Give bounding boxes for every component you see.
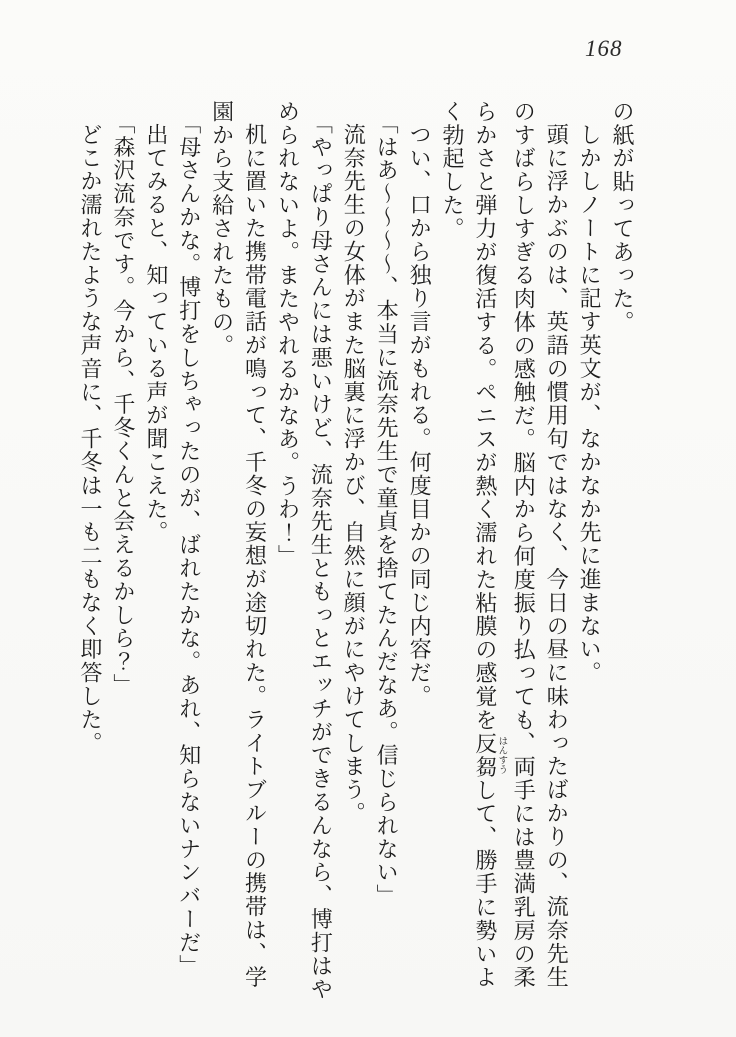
- ruby-base: 反芻: [472, 731, 498, 779]
- text-segment: らかさと弾力が復活する。ペニスが熱く濡れた粘膜の感覚を: [472, 100, 498, 732]
- dialogue-line: 「はあ～～～～、本当に流奈先生で童貞を捨てたんだなあ。信じられない」: [374, 112, 400, 908]
- text-line: 流奈先生の女体がまた脳裏に浮かび、自然に顔がにやけてしまう。: [341, 123, 367, 826]
- text-line: く勃起した。: [439, 100, 465, 241]
- text-line: 出てみると、知っている声が聞こえた。: [143, 123, 169, 545]
- text-line: のすばらしすぎる肉体の感触だ。脳内から何度振り払っても、両手には豊満乳房の柔: [511, 100, 537, 990]
- dialogue-line: 「母さんかな。博打をしちゃったのが、ばれたかな。あれ、知らないナンバーだ」: [176, 112, 202, 978]
- text-line: 園から支給されたもの。: [209, 100, 235, 358]
- text-segment: して、勝手に勢いよ: [472, 778, 498, 990]
- text-line: しかしノートに記す英文が、なかなか先に進まない。: [577, 123, 603, 685]
- text-line: つい、口から独り言がもれる。何度目かの同じ内容だ。: [407, 123, 433, 709]
- text-line: められないよ。またやれるかなあ。うわ！」: [275, 100, 301, 568]
- dialogue-line: 「やっぱり母さんには悪いけど、流奈先生ともっとエッチができるんなら、博打はや: [308, 112, 334, 1002]
- furigana: はんすう: [496, 731, 507, 779]
- page-number: 168: [585, 36, 623, 61]
- text-line-with-furigana: [468, 100, 506, 1005]
- text-line: どこか濡れたような声音に、千冬は一も二もなく即答した。: [78, 123, 103, 756]
- ruby-annotation: [472, 731, 507, 779]
- text-line: 机に置いた携帯電話が鳴って、千冬の妄想が途切れた。ライトブルーの携帯は、学: [242, 123, 268, 990]
- dialogue-line: 「森沢流奈です。今から、千冬くんと会えるかしら？」: [110, 112, 136, 697]
- vertical-text-block: [73, 100, 638, 1005]
- text-line: 頭に浮かぶのは、英語の慣用句ではなく、今日の昼に味わったばかりの、流奈先生: [544, 123, 570, 990]
- text-line: の紙が貼ってあった。: [610, 100, 635, 334]
